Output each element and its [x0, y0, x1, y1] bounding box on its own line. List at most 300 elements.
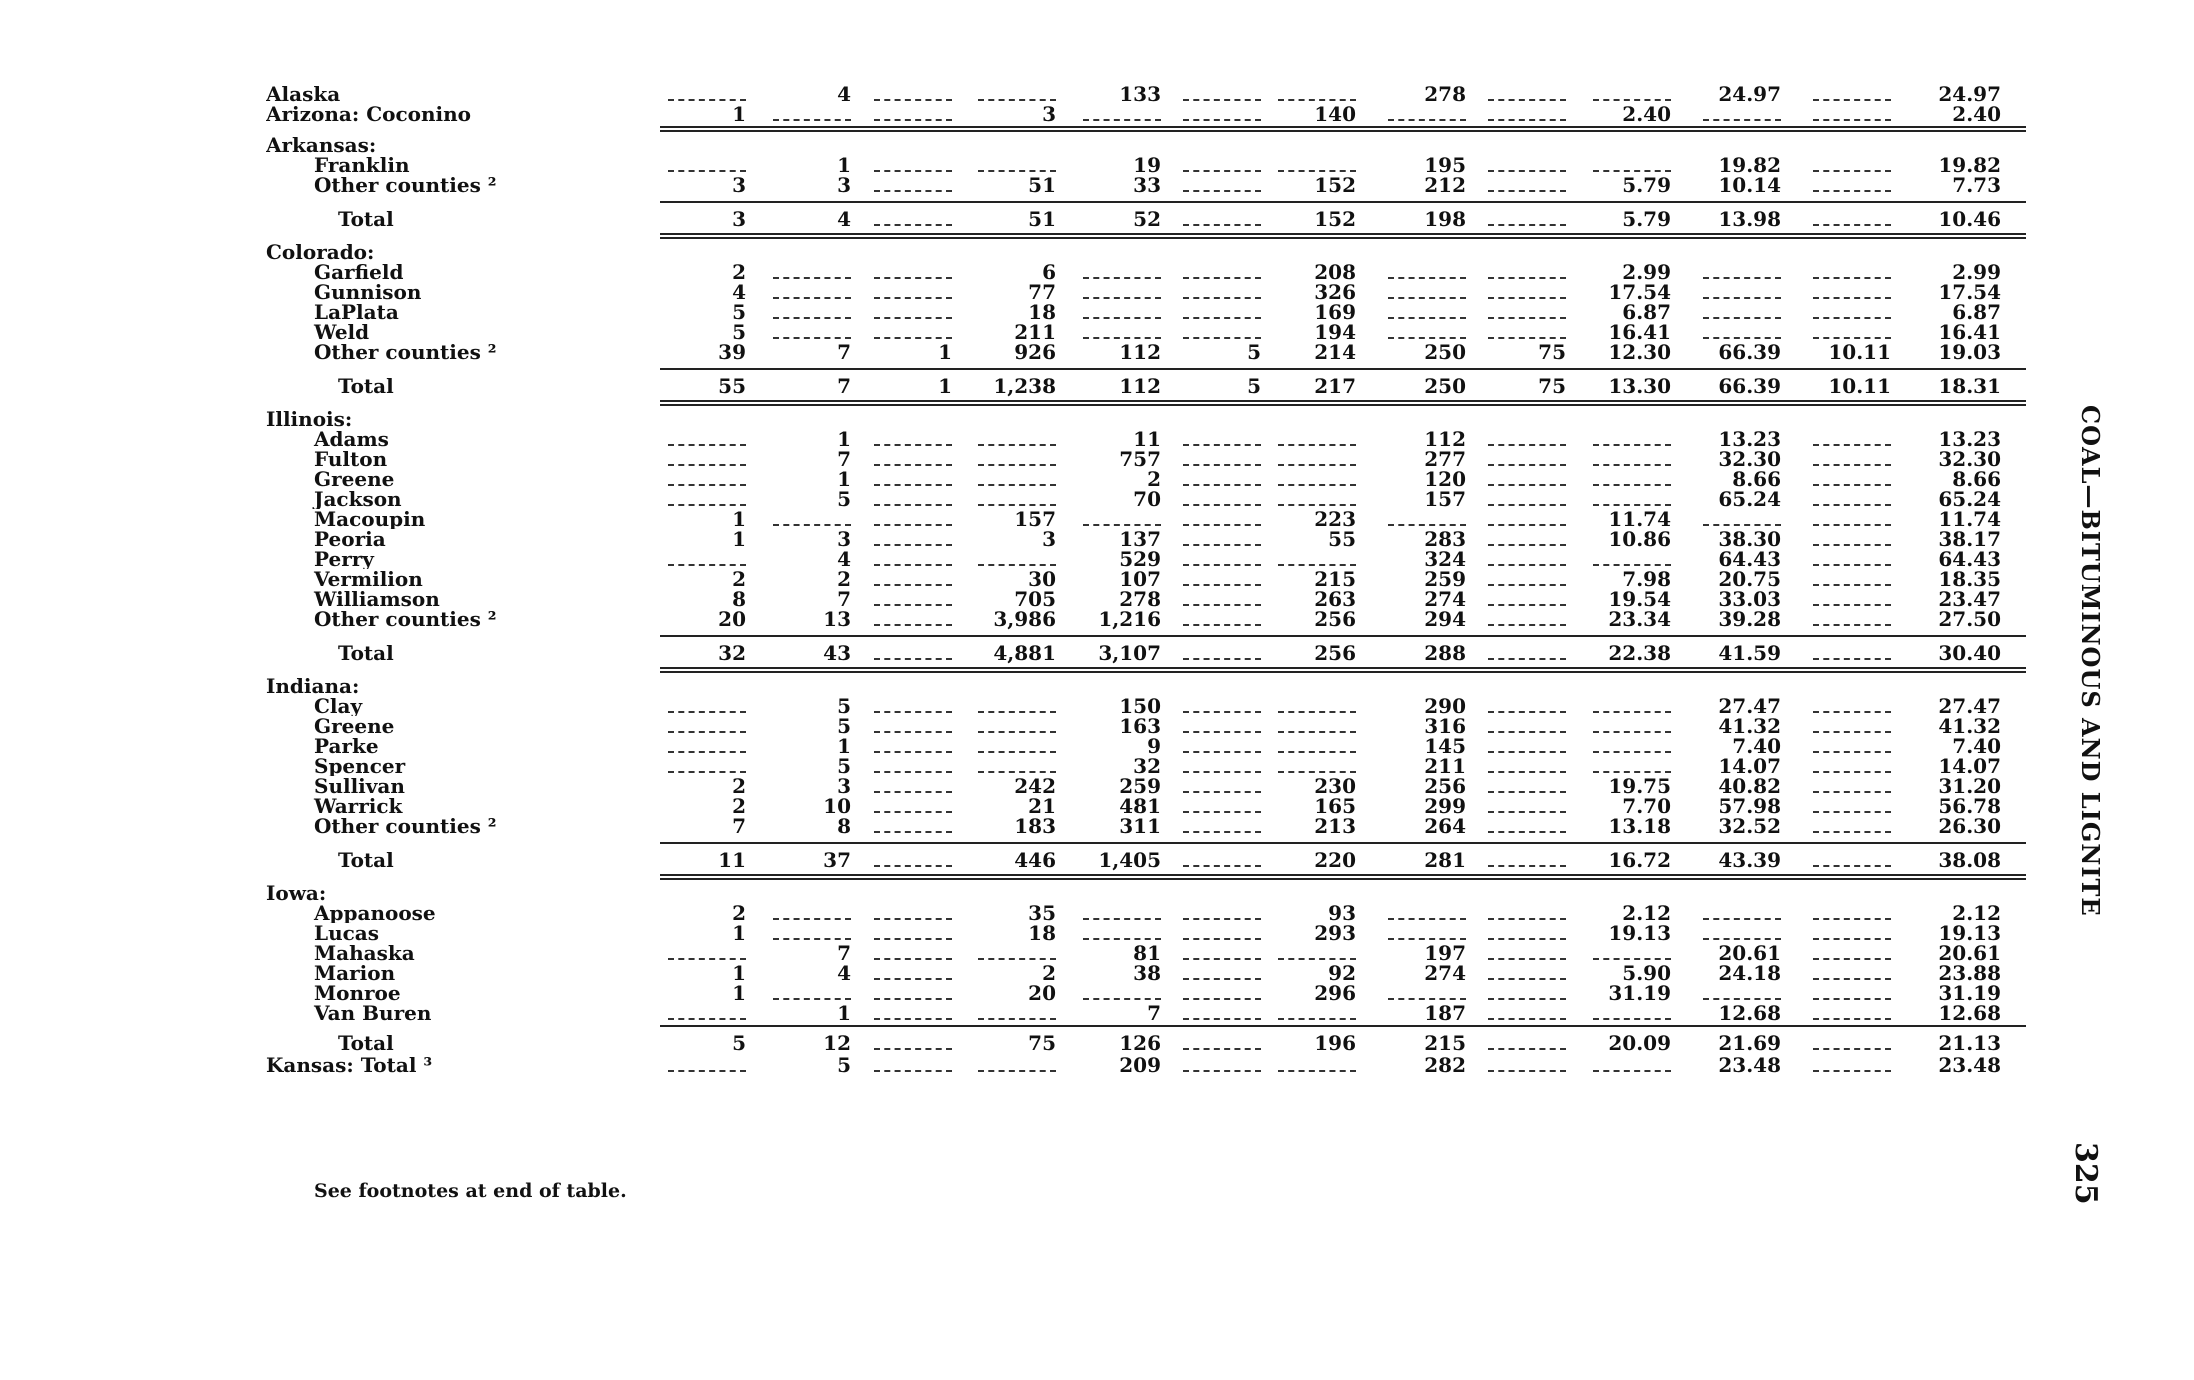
- table-cell: 211: [1014, 320, 1056, 344]
- table-cell: 290: [1424, 694, 1466, 718]
- row-label: Colorado:: [266, 242, 375, 262]
- table-cell: 215: [1424, 1031, 1466, 1055]
- row-label: Kansas: Total ³: [266, 1055, 646, 1075]
- row-label: Gunnison: [266, 282, 646, 302]
- table-cell: 18.31: [1938, 374, 2001, 398]
- empty-cell: [1589, 155, 1671, 175]
- empty-cell: [870, 489, 952, 509]
- empty-cell: [1809, 963, 1891, 983]
- empty-cell: [870, 609, 952, 629]
- empty-cell: [1484, 282, 1566, 302]
- empty-cell: [664, 756, 746, 776]
- empty-cell: [1079, 282, 1161, 302]
- table-cell: 7.98: [1622, 567, 1671, 591]
- table-cell: 3,986: [993, 607, 1056, 631]
- empty-cell: [870, 716, 952, 736]
- table-cell: 19.82: [1718, 153, 1781, 177]
- empty-cell: [870, 756, 952, 776]
- table-cell: 112: [1424, 427, 1466, 451]
- row-label: Weld: [266, 322, 646, 342]
- empty-cell: [1809, 569, 1891, 589]
- empty-cell: [1809, 943, 1891, 963]
- empty-cell: [1809, 529, 1891, 549]
- table-cell: 39: [718, 340, 746, 364]
- table-cell: 43.39: [1718, 848, 1781, 872]
- empty-cell: [1274, 429, 1356, 449]
- table-cell: 1,405: [1098, 848, 1161, 872]
- empty-cell: [1274, 549, 1356, 569]
- total-row: [266, 1033, 2026, 1055]
- table-cell: 70: [1133, 487, 1161, 511]
- table-cell: 163: [1119, 714, 1161, 738]
- table-row: [266, 569, 2026, 589]
- table-cell: 1: [938, 340, 952, 364]
- table-cell: 1: [732, 921, 746, 945]
- empty-cell: [870, 84, 952, 104]
- empty-cell: [664, 84, 746, 104]
- empty-cell: [870, 923, 952, 943]
- table-cell: 75: [1028, 1031, 1056, 1055]
- row-label: Perry: [266, 549, 646, 569]
- table-cell: 65.24: [1718, 487, 1781, 511]
- table-cell: 183: [1014, 814, 1056, 838]
- table-cell: 165: [1314, 794, 1356, 818]
- row-label: Adams: [266, 429, 646, 449]
- table-cell: 2: [732, 260, 746, 284]
- table-cell: 197: [1424, 941, 1466, 965]
- empty-cell: [1809, 589, 1891, 609]
- section-rule: [266, 872, 2026, 881]
- footnote: See footnotes at end of table.: [314, 1180, 627, 1202]
- empty-cell: [769, 302, 851, 322]
- table-cell: 757: [1119, 447, 1161, 471]
- empty-cell: [1274, 943, 1356, 963]
- table-cell: 7.73: [1952, 173, 2001, 197]
- empty-cell: [769, 903, 851, 923]
- table-cell: 324: [1424, 547, 1466, 571]
- table-cell: 1: [732, 102, 746, 126]
- table-cell: 12: [823, 1031, 851, 1055]
- table-cell: 38.08: [1938, 848, 2001, 872]
- empty-cell: [1484, 84, 1566, 104]
- table-cell: 40.82: [1718, 774, 1781, 798]
- empty-cell: [1699, 262, 1781, 282]
- row-label: Total: [266, 209, 646, 229]
- table-cell: 7: [837, 941, 851, 965]
- table-cell: 213: [1314, 814, 1356, 838]
- empty-cell: [1179, 816, 1261, 836]
- empty-cell: [870, 469, 952, 489]
- table-cell: 107: [1119, 567, 1161, 591]
- empty-cell: [1589, 716, 1671, 736]
- row-label: Marion: [266, 963, 646, 983]
- table-cell: 2: [837, 567, 851, 591]
- empty-cell: [974, 489, 1056, 509]
- row-label: Indiana:: [266, 676, 360, 696]
- row-label: Fulton: [266, 449, 646, 469]
- section-rule: [266, 124, 2026, 133]
- empty-cell: [870, 816, 952, 836]
- table-cell: 278: [1119, 587, 1161, 611]
- table-cell: 21.13: [1938, 1031, 2001, 1055]
- table-row: [266, 943, 2026, 963]
- table-cell: 10: [823, 794, 851, 818]
- table-cell: 1: [732, 527, 746, 551]
- table-cell: 1: [837, 153, 851, 177]
- empty-cell: [1809, 776, 1891, 796]
- table-cell: 24.97: [1938, 82, 2001, 106]
- empty-cell: [1809, 983, 1891, 1003]
- empty-cell: [1179, 589, 1261, 609]
- empty-cell: [974, 84, 1056, 104]
- empty-cell: [1179, 282, 1261, 302]
- table-cell: 23.47: [1938, 587, 2001, 611]
- table-row: [266, 1055, 2026, 1075]
- empty-cell: [1274, 756, 1356, 776]
- empty-cell: [1809, 209, 1891, 229]
- empty-cell: [1809, 850, 1891, 870]
- table-cell: 20.61: [1718, 941, 1781, 965]
- empty-cell: [769, 262, 851, 282]
- table-cell: 274: [1424, 961, 1466, 985]
- empty-cell: [1809, 903, 1891, 923]
- empty-cell: [1484, 696, 1566, 716]
- empty-cell: [1484, 175, 1566, 195]
- table-row: [266, 609, 2026, 629]
- table-cell: 256: [1314, 641, 1356, 665]
- empty-cell: [974, 449, 1056, 469]
- row-label: Total: [266, 643, 646, 663]
- empty-cell: [1384, 923, 1466, 943]
- empty-cell: [1809, 1003, 1891, 1023]
- empty-cell: [870, 589, 952, 609]
- table-cell: 1,238: [993, 374, 1056, 398]
- row-label: Lucas: [266, 923, 646, 943]
- table-row: [266, 736, 2026, 756]
- empty-cell: [1179, 643, 1261, 663]
- empty-cell: [1384, 983, 1466, 1003]
- table-cell: 38: [1133, 961, 1161, 985]
- empty-cell: [1384, 903, 1466, 923]
- table-cell: 217: [1314, 374, 1356, 398]
- table-cell: 23.34: [1608, 607, 1671, 631]
- table-row: [266, 796, 2026, 816]
- empty-cell: [870, 983, 952, 1003]
- empty-cell: [870, 302, 952, 322]
- table-cell: 39.28: [1718, 607, 1781, 631]
- empty-cell: [1699, 983, 1781, 1003]
- empty-cell: [1079, 322, 1161, 342]
- table-cell: 10.11: [1828, 374, 1891, 398]
- table-cell: 32: [1133, 754, 1161, 778]
- empty-cell: [1079, 262, 1161, 282]
- empty-cell: [1179, 209, 1261, 229]
- table-cell: 10.14: [1718, 173, 1781, 197]
- table-row: [266, 549, 2026, 569]
- empty-cell: [1079, 923, 1161, 943]
- table-cell: 294: [1424, 607, 1466, 631]
- table-cell: 2: [1042, 961, 1056, 985]
- table-cell: 1: [732, 961, 746, 985]
- empty-cell: [1384, 302, 1466, 322]
- table-cell: 92: [1328, 961, 1356, 985]
- table-cell: 41.32: [1718, 714, 1781, 738]
- row-label: Alaska: [266, 84, 646, 104]
- row-label: Other counties ²: [266, 816, 646, 836]
- empty-cell: [1079, 903, 1161, 923]
- table-row: [266, 469, 2026, 489]
- table-cell: 12.30: [1608, 340, 1671, 364]
- table-cell: 208: [1314, 260, 1356, 284]
- table-cell: 30: [1028, 567, 1056, 591]
- empty-cell: [870, 175, 952, 195]
- table-cell: 2: [732, 567, 746, 591]
- empty-cell: [1079, 104, 1161, 124]
- empty-cell: [1179, 609, 1261, 629]
- table-cell: 23.48: [1938, 1053, 2001, 1077]
- table-row: [266, 983, 2026, 1003]
- empty-cell: [870, 449, 952, 469]
- empty-cell: [1384, 282, 1466, 302]
- table-cell: 8.66: [1952, 467, 2001, 491]
- table-cell: 120: [1424, 467, 1466, 491]
- page-number: 325: [2068, 1142, 2103, 1205]
- empty-cell: [1179, 509, 1261, 529]
- table-cell: 32.52: [1718, 814, 1781, 838]
- table-cell: 8: [837, 814, 851, 838]
- empty-cell: [1179, 796, 1261, 816]
- table-cell: 17.54: [1608, 280, 1671, 304]
- table-cell: 214: [1314, 340, 1356, 364]
- empty-cell: [1809, 736, 1891, 756]
- table-cell: 75: [1538, 340, 1566, 364]
- table-cell: 35: [1028, 901, 1056, 925]
- table-row: [266, 716, 2026, 736]
- table-cell: 1: [837, 734, 851, 758]
- empty-cell: [1484, 923, 1566, 943]
- empty-cell: [870, 850, 952, 870]
- empty-cell: [1079, 302, 1161, 322]
- empty-cell: [1484, 104, 1566, 124]
- table-cell: 2: [732, 774, 746, 798]
- empty-cell: [870, 569, 952, 589]
- empty-cell: [1589, 1055, 1671, 1075]
- empty-cell: [870, 429, 952, 449]
- table-cell: 3,107: [1098, 641, 1161, 665]
- table-cell: 7: [837, 447, 851, 471]
- table-cell: 152: [1314, 173, 1356, 197]
- empty-cell: [1589, 549, 1671, 569]
- empty-cell: [1179, 469, 1261, 489]
- empty-cell: [1809, 449, 1891, 469]
- row-label: LaPlata: [266, 302, 646, 322]
- table-cell: 12.68: [1718, 1001, 1781, 1025]
- empty-cell: [1274, 469, 1356, 489]
- table-cell: 31.20: [1938, 774, 2001, 798]
- empty-cell: [1384, 104, 1466, 124]
- table-cell: 195: [1424, 153, 1466, 177]
- table-cell: 140: [1314, 102, 1356, 126]
- table-cell: 4: [837, 82, 851, 106]
- empty-cell: [1484, 1033, 1566, 1053]
- table-row: [266, 509, 2026, 529]
- table-cell: 66.39: [1718, 374, 1781, 398]
- table-cell: 20: [718, 607, 746, 631]
- table-cell: 38.17: [1938, 527, 2001, 551]
- row-label: Monroe: [266, 983, 646, 1003]
- empty-cell: [870, 262, 952, 282]
- empty-cell: [1484, 489, 1566, 509]
- empty-cell: [870, 282, 952, 302]
- table-cell: 16.41: [1608, 320, 1671, 344]
- empty-cell: [664, 469, 746, 489]
- empty-cell: [1809, 696, 1891, 716]
- table-cell: 2: [732, 901, 746, 925]
- table-cell: 9: [1147, 734, 1161, 758]
- empty-cell: [870, 1003, 952, 1023]
- table-cell: 264: [1424, 814, 1466, 838]
- table-cell: 32: [718, 641, 746, 665]
- table-cell: 5: [732, 320, 746, 344]
- table-cell: 32.30: [1718, 447, 1781, 471]
- empty-cell: [1179, 155, 1261, 175]
- empty-cell: [974, 155, 1056, 175]
- table-cell: 10.46: [1938, 207, 2001, 231]
- empty-cell: [1699, 322, 1781, 342]
- table-cell: 1,216: [1098, 607, 1161, 631]
- table-cell: 1: [837, 467, 851, 491]
- table-cell: 481: [1119, 794, 1161, 818]
- row-label: Total: [266, 1033, 646, 1053]
- coal-mine-table: [266, 84, 2026, 1075]
- empty-cell: [1484, 302, 1566, 322]
- empty-cell: [1809, 175, 1891, 195]
- table-cell: 41.59: [1718, 641, 1781, 665]
- empty-cell: [1179, 569, 1261, 589]
- empty-cell: [1809, 643, 1891, 663]
- table-cell: 22.38: [1608, 641, 1671, 665]
- table-cell: 7: [732, 814, 746, 838]
- table-cell: 326: [1314, 280, 1356, 304]
- table-cell: 55: [718, 374, 746, 398]
- table-cell: 112: [1119, 374, 1161, 398]
- empty-cell: [1274, 449, 1356, 469]
- table-cell: 705: [1014, 587, 1056, 611]
- table-cell: 30.40: [1938, 641, 2001, 665]
- empty-cell: [1809, 302, 1891, 322]
- table-cell: 2.99: [1622, 260, 1671, 284]
- table-cell: 2.12: [1622, 901, 1671, 925]
- table-row: [266, 696, 2026, 716]
- table-cell: 10.86: [1608, 527, 1671, 551]
- table-cell: 33.03: [1718, 587, 1781, 611]
- empty-cell: [1484, 589, 1566, 609]
- empty-cell: [1484, 155, 1566, 175]
- table-cell: 169: [1314, 300, 1356, 324]
- empty-cell: [870, 643, 952, 663]
- table-cell: 157: [1424, 487, 1466, 511]
- empty-cell: [1274, 84, 1356, 104]
- empty-cell: [1484, 736, 1566, 756]
- table-cell: 196: [1314, 1031, 1356, 1055]
- table-cell: 19.13: [1938, 921, 2001, 945]
- table-cell: 242: [1014, 774, 1056, 798]
- table-cell: 288: [1424, 641, 1466, 665]
- table-cell: 250: [1424, 374, 1466, 398]
- table-cell: 4: [732, 280, 746, 304]
- table-cell: 5.90: [1622, 961, 1671, 985]
- empty-cell: [1179, 1055, 1261, 1075]
- table-cell: 66.39: [1718, 340, 1781, 364]
- empty-cell: [664, 155, 746, 175]
- table-cell: 230: [1314, 774, 1356, 798]
- empty-cell: [1179, 923, 1261, 943]
- table-cell: 187: [1424, 1001, 1466, 1025]
- empty-cell: [974, 756, 1056, 776]
- empty-cell: [1179, 84, 1261, 104]
- empty-cell: [1699, 302, 1781, 322]
- empty-cell: [1484, 529, 1566, 549]
- table-cell: 8.66: [1732, 467, 1781, 491]
- row-label: Total: [266, 850, 646, 870]
- table-cell: 1: [732, 981, 746, 1005]
- table-cell: 1: [938, 374, 952, 398]
- empty-cell: [1809, 322, 1891, 342]
- row-label: Jackson: [266, 489, 646, 509]
- table-cell: 77: [1028, 280, 1056, 304]
- table-cell: 16.72: [1608, 848, 1671, 872]
- row-label: Iowa:: [266, 883, 327, 903]
- table-row: [266, 104, 2026, 124]
- empty-cell: [769, 282, 851, 302]
- empty-cell: [974, 736, 1056, 756]
- table-cell: 446: [1014, 848, 1056, 872]
- empty-cell: [664, 1055, 746, 1075]
- empty-cell: [1589, 736, 1671, 756]
- state-header-row: [266, 676, 2026, 696]
- row-label: Spencer: [266, 756, 646, 776]
- table-cell: 31.19: [1938, 981, 2001, 1005]
- table-cell: 37: [823, 848, 851, 872]
- row-label: Total: [266, 376, 646, 396]
- empty-cell: [664, 549, 746, 569]
- table-cell: 14.07: [1718, 754, 1781, 778]
- table-cell: 3: [1042, 102, 1056, 126]
- row-label: Appanoose: [266, 903, 646, 923]
- empty-cell: [1179, 449, 1261, 469]
- empty-cell: [1079, 983, 1161, 1003]
- table-cell: 12.68: [1938, 1001, 2001, 1025]
- table-cell: 24.18: [1718, 961, 1781, 985]
- table-cell: 24.97: [1718, 82, 1781, 106]
- empty-cell: [1699, 282, 1781, 302]
- table-cell: 278: [1424, 82, 1466, 106]
- empty-cell: [1274, 716, 1356, 736]
- table-cell: 2.12: [1952, 901, 2001, 925]
- empty-cell: [1484, 963, 1566, 983]
- empty-cell: [1484, 816, 1566, 836]
- empty-cell: [974, 469, 1056, 489]
- table-cell: 3: [1042, 527, 1056, 551]
- empty-cell: [870, 209, 952, 229]
- empty-cell: [1589, 429, 1671, 449]
- row-label: Arkansas:: [266, 135, 377, 155]
- empty-cell: [1484, 943, 1566, 963]
- table-row: [266, 923, 2026, 943]
- empty-cell: [769, 983, 851, 1003]
- table-cell: 277: [1424, 447, 1466, 471]
- table-cell: 126: [1119, 1031, 1161, 1055]
